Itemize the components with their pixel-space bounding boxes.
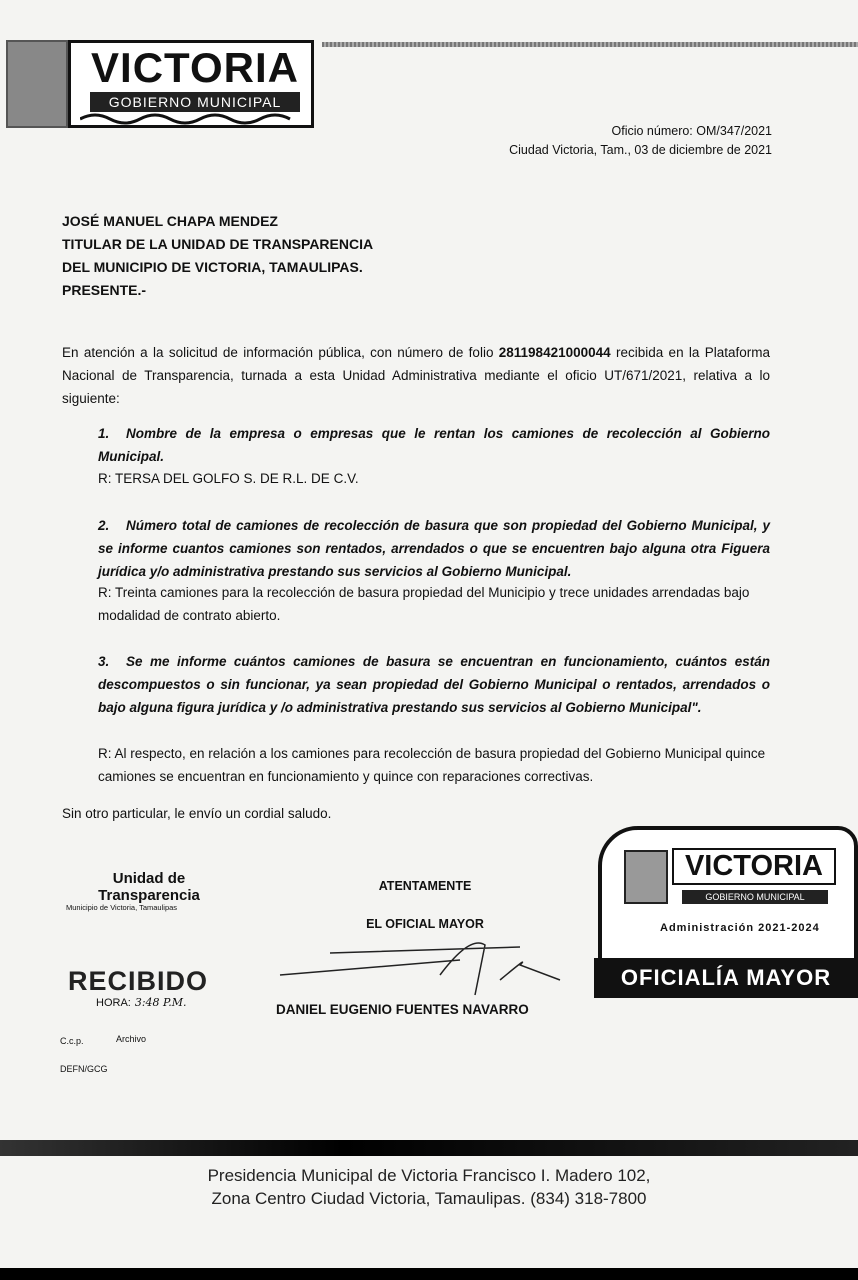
intro-text-2: recibida en la Plataforma Nacional de Transparencia, turnada a esta Unidad Administrativa mediante el oficio UT/671/2021, relativa a lo siguiente: — [62, 345, 770, 406]
page-edge — [0, 1268, 858, 1280]
oficio-number: Oficio número: OM/347/2021 — [611, 124, 772, 138]
logo-subtitle: GOBIERNO MUNICIPAL — [90, 92, 300, 112]
stamp-municipio: Municipio de Victoria, Tamaulipas — [66, 903, 178, 912]
footer-line-1: Presidencia Municipal de Victoria Francisco I. Madero 102, — [207, 1166, 651, 1185]
question-number: 2. — [98, 518, 110, 533]
stamp-subtitle: GOBIERNO MUNICIPAL — [682, 890, 828, 904]
logo-title: VICTORIA — [91, 44, 299, 91]
ccp-archivo: Archivo — [116, 1034, 147, 1044]
question-3 — [98, 650, 770, 719]
addressee-name: JOSÉ MANUEL CHAPA MENDEZ — [62, 213, 278, 229]
intro-paragraph — [62, 341, 770, 410]
atentamente: ATENTAMENTE — [378, 879, 472, 893]
stamp-hora — [96, 996, 186, 1009]
stamp-admin: Administración 2021-2024 — [660, 922, 820, 934]
addressee-title: TITULAR DE LA UNIDAD DE TRANSPARENCIA — [62, 236, 374, 252]
received-stamp-unit — [74, 870, 224, 904]
question-number: 1. — [98, 426, 110, 441]
question-text: Número total de camiones de recolección de basura que son propiedad del Gobierno Municipal, y se informe cuantos camiones son rentados, arrendados o que se encuentren bajo alguna otra Figuera jurídica y/o administrativa prestando sus servicios al Gobierno Municipal. — [98, 518, 770, 579]
stamp-recibido: RECIBIDO — [68, 966, 209, 996]
answer-3: R: Al respecto, en relación a los camiones para recolección de basura propiedad del Gobierno Municipal quince camiones se encuentran en funcionamiento y quince con reparaciones correctivas. — [98, 746, 766, 784]
document-meta — [509, 122, 772, 160]
closing-text: Sin otro particular, le envío un cordial saludo. — [62, 806, 332, 821]
municipal-emblem-icon — [6, 40, 68, 128]
stamp-title: VICTORIA — [672, 848, 836, 885]
stamp-emblem-icon — [624, 850, 668, 904]
footer-address — [0, 1164, 858, 1210]
question-number: 3. — [98, 654, 110, 669]
question-text: Nombre de la empresa o empresas que le rentan los camiones de recolección al Gobierno Municipal. — [98, 426, 770, 464]
ccp-initials: DEFN/GCG — [60, 1064, 108, 1074]
signer-name: DANIEL EUGENIO FUENTES NAVARRO — [276, 1002, 529, 1017]
addressee-org: DEL MUNICIPIO DE VICTORIA, TAMAULIPAS. — [62, 259, 363, 275]
addressee-presente: PRESENTE.- — [62, 282, 147, 298]
answer-1: R: TERSA DEL GOLFO S. DE R.L. DE C.V. — [98, 471, 359, 486]
stamp-unidad: Unidad de — [112, 870, 186, 887]
footer-bar — [0, 1140, 858, 1156]
header-rule — [322, 42, 858, 47]
question-text: Se me informe cuántos camiones de basura se encuentran en funcionamiento, cuántos están descompuestos o sin funcionar, ya sean propiedad del Gobierno Municipal o rentados, arrendados o bajo alguna figura jurídica y /o administrativa prestando sus servicios al Gobierno Municipal". — [98, 654, 770, 715]
intro-text-1: En atención a la solicitud de información pública, con número de folio — [62, 345, 499, 360]
footer-line-2: Zona Centro Ciudad Victoria, Tamaulipas. (834) 318-7800 — [211, 1189, 647, 1208]
question-2 — [98, 514, 770, 583]
question-1 — [98, 422, 770, 468]
ornament-icon — [80, 111, 300, 127]
stamp-transparencia: Transparencia — [98, 887, 200, 904]
handwritten-signature-icon — [270, 935, 570, 1005]
signer-title: EL OFICIAL MAYOR — [366, 917, 484, 931]
answer-2: R: Treinta camiones para la recolección de basura propiedad del Municipio y trece unidades arrendadas bajo modalidad de contrato abierto. — [98, 585, 750, 623]
hora-value: 3:48 P.M. — [134, 996, 187, 1009]
addressee-block — [62, 210, 373, 302]
hora-label: HORA: — [96, 997, 131, 1009]
ccp-label: C.c.p. — [60, 1036, 84, 1046]
place-date: Ciudad Victoria, Tam., 03 de diciembre de 2021 — [509, 143, 772, 157]
folio-number: 281198421000044 — [498, 345, 611, 360]
stamp-office: OFICIALÍA MAYOR — [594, 958, 858, 998]
